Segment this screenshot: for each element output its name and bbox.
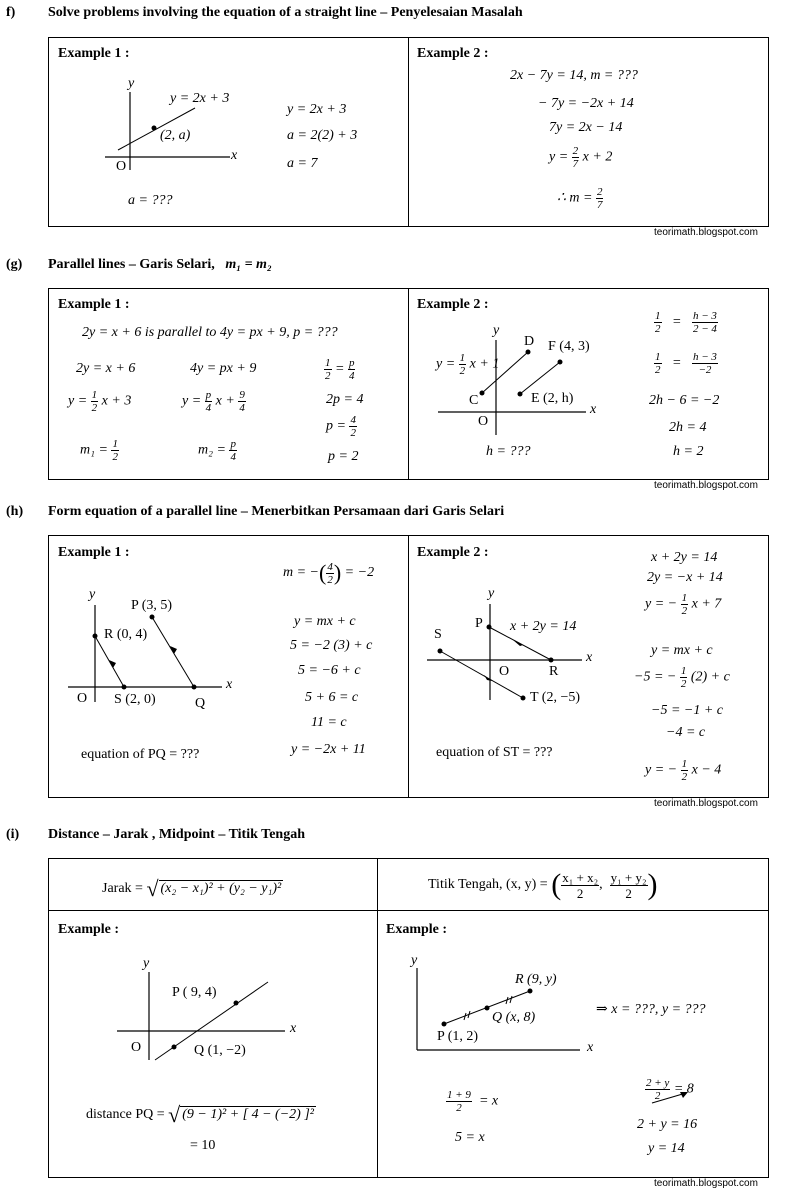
g-ex2-step: h = 2 <box>673 444 704 459</box>
i-ex2-step: $\frac{1 + 9}{2}$ = x <box>447 1089 499 1114</box>
h-ex2-question: equation of ST = ??? <box>436 745 553 760</box>
h-ex1-point-p: P (3, 5) <box>131 598 173 613</box>
watermark: teorimath.blogspot.com <box>654 1178 758 1189</box>
i-ex2-point-r: R (9, y) <box>515 972 557 987</box>
g-ex1-step: y = $\frac{p}{4}$ x + $\frac{9}{4}$ <box>182 389 245 414</box>
i-ex2-step: 2 + y = 16 <box>637 1117 698 1132</box>
h-ex1-step: 11 = c <box>311 715 347 730</box>
i-ex2-point-p: P (1, 2) <box>437 1029 479 1044</box>
i-ex2-step: $\frac{2 + y}{2}$ = 8 <box>646 1077 694 1102</box>
section-h-label: (h) <box>6 504 24 519</box>
i-ex2-step: y = 14 <box>648 1141 685 1156</box>
h-ex2-step: −4 = c <box>666 725 706 740</box>
i-ex1-y-axis-label: y <box>143 956 150 971</box>
h-ex1-step: 5 + 6 = c <box>305 690 359 705</box>
h-ex2-x-axis-label: x <box>586 650 593 665</box>
f-ex1-step: y = 2x + 3 <box>287 102 347 117</box>
f-ex1-origin: O <box>116 159 127 174</box>
i-example2-heading: Example : <box>386 922 448 937</box>
g-ex2-step: $\frac{1}{2}$ = $\frac{h - 3}{-2}$ <box>655 351 717 376</box>
f-ex1-y-axis-label: y <box>128 76 135 91</box>
h-ex1-question: equation of PQ = ??? <box>81 747 200 762</box>
g-ex2-question: h = ??? <box>486 444 531 459</box>
h-ex2-step: 2y = −x + 14 <box>647 570 723 585</box>
section-f-title: Solve problems involving the equation of a straight line – Penyelesaian Masalah <box>48 5 523 20</box>
f-ex2-line: 7y = 2x − 14 <box>549 120 623 135</box>
i-ex1-x-axis-label: x <box>290 1021 297 1036</box>
h-example2-heading: Example 2 : <box>417 545 489 560</box>
watermark: teorimath.blogspot.com <box>654 227 758 238</box>
f-ex1-step: a = 7 <box>287 156 318 171</box>
h-ex1-origin: O <box>77 691 88 706</box>
g-ex2-point-f: F (4, 3) <box>548 339 590 354</box>
h-ex2-point-p: P <box>475 616 483 631</box>
i-ex2-step: 5 = x <box>455 1130 485 1145</box>
i-example1-heading: Example : <box>58 922 120 937</box>
watermark: teorimath.blogspot.com <box>654 480 758 491</box>
g-ex1-step: m₁ = $\frac{1}{2}$ <box>80 438 118 463</box>
h-ex2-step: −5 = −1 + c <box>651 703 724 718</box>
i-ex2-result: ⇒ x = ???, y = ??? <box>596 1002 706 1017</box>
g-ex2-step: $\frac{1}{2}$ = $\frac{h - 3}{2 - 4}$ <box>655 310 717 335</box>
h-ex1-step: 5 = −6 + c <box>298 663 361 678</box>
section-i-label: (i) <box>6 827 20 842</box>
section-g-condition: m₁ = m₂ <box>225 257 272 272</box>
h-ex2-origin: O <box>499 664 510 679</box>
g-ex2-point-d: D <box>524 334 535 349</box>
f-ex1-point: (2, a) <box>160 128 191 143</box>
h-ex2-step: y = − $\frac{1}{2}$ x − 4 <box>645 758 722 783</box>
section-i-title: Distance – Jarak , Midpoint – Titik Tengah <box>48 827 305 842</box>
i-ex1-point-p: P ( 9, 4) <box>172 985 217 1000</box>
h-ex1-x-axis-label: x <box>226 677 233 692</box>
h-ex1-step: y = mx + c <box>294 614 356 629</box>
g-ex1-step: p = $\frac{4}{2}$ <box>326 414 356 439</box>
h-ex1-point-r: R (0, 4) <box>104 627 148 642</box>
g-ex1-step: p = 2 <box>328 449 359 464</box>
section-f-label: f) <box>6 5 16 20</box>
midpoint-formula: Titik Tengah, (x, y) = ( $\frac{\text{x₁ + x₂}}{2}$ , $\frac{\text{y₁ + y₂}}{2}$ ) <box>428 868 658 901</box>
f-ex2-line: 2x − 7y = 14, m = ??? <box>510 68 638 83</box>
g-ex2-point-c: C <box>469 393 479 408</box>
g-ex2-x-axis-label: x <box>590 402 597 417</box>
h-ex2-step: x + 2y = 14 <box>651 550 718 565</box>
f-example1-heading: Example 1 : <box>58 46 130 61</box>
i-ex2-point-q: Q (x, 8) <box>492 1010 536 1025</box>
f-ex1-question: a = ??? <box>128 193 173 208</box>
h-ex1-y-axis-label: y <box>89 587 96 602</box>
g-ex2-y-axis-label: y <box>493 323 500 338</box>
i-ex1-result: = 10 <box>190 1138 216 1153</box>
i-ex1-distance: distance PQ = √ (9 − 1)² + [ 4 − (−2) ]² <box>86 1102 314 1127</box>
g-ex1-step: 2y = x + 6 <box>76 361 136 376</box>
g-ex1-step: m₂ = $\frac{p}{4}$ <box>198 438 236 463</box>
g-ex1-step: $\frac{1}{2}$ = $\frac{p}{4}$ <box>325 357 355 382</box>
g-ex1-step: 2p = 4 <box>326 392 364 407</box>
h-ex2-line-eq: x + 2y = 14 <box>510 619 577 634</box>
section-g-title: Parallel lines – Garis Selari, m₁ = m₂ <box>48 257 272 272</box>
h-ex1-point-s: S (2, 0) <box>114 692 156 707</box>
g-example1-heading: Example 1 : <box>58 297 130 312</box>
g-ex2-step: 2h − 6 = −2 <box>649 393 720 408</box>
h-ex1-gradient: m = −( $\frac{4}{2}$ ) = −2 <box>283 560 375 586</box>
g-ex2-origin: O <box>478 414 489 429</box>
f-ex1-line-eq: y = 2x + 3 <box>170 91 230 106</box>
f-example2-heading: Example 2 : <box>417 46 489 61</box>
g-ex2-point-e: E (2, h) <box>531 391 574 406</box>
section-h-title: Form equation of a parallel line – Menerbitkan Persamaan dari Garis Selari <box>48 504 505 519</box>
i-ex2-y-axis-label: y <box>411 953 418 968</box>
watermark: teorimath.blogspot.com <box>654 798 758 809</box>
i-ex1-origin: O <box>131 1040 142 1055</box>
h-ex2-step: y = mx + c <box>651 643 713 658</box>
g-ex1-step: 4y = px + 9 <box>190 361 257 376</box>
h-ex2-point-s: S <box>434 627 442 642</box>
g-ex1-step: y = $\frac{1}{2}$ x + 3 <box>68 389 132 414</box>
h-ex2-step: −5 = − $\frac{1}{2}$ (2) + c <box>634 665 730 690</box>
g-example2-heading: Example 2 : <box>417 297 489 312</box>
i-ex2-x-axis-label: x <box>587 1040 594 1055</box>
h-ex1-step: y = −2x + 11 <box>291 742 366 757</box>
h-ex2-y-axis-label: y <box>488 586 495 601</box>
f-ex1-x-axis-label: x <box>231 148 238 163</box>
h-example1-heading: Example 1 : <box>58 545 130 560</box>
h-ex2-step: y = − $\frac{1}{2}$ x + 7 <box>645 592 722 617</box>
h-ex1-point-q: Q <box>195 696 206 711</box>
section-g-label: (g) <box>6 257 23 272</box>
g-ex2-line-eq: y = $\frac{1}{2}$ x + 1 <box>436 352 500 377</box>
h-ex2-point-t: T (2, −5) <box>530 690 581 705</box>
g-ex2-step: 2h = 4 <box>669 420 707 435</box>
distance-formula: Jarak = √ (x₂ − x₁)² + (y₂ − y₁)² <box>102 876 282 901</box>
f-ex1-step: a = 2(2) + 3 <box>287 128 358 143</box>
f-ex2-line: ∴ m = $\frac{2}{7}$ <box>557 186 603 211</box>
i-ex1-point-q: Q (1, −2) <box>194 1043 246 1058</box>
h-ex2-point-r: R <box>549 664 559 679</box>
g-ex1-question: 2y = x + 6 is parallel to 4y = px + 9, p = ??? <box>82 325 338 340</box>
h-ex1-step: 5 = −2 (3) + c <box>290 638 373 653</box>
f-ex2-line: y = $\frac{2}{7}$ x + 2 <box>549 145 613 170</box>
f-ex2-line: − 7y = −2x + 14 <box>538 96 634 111</box>
